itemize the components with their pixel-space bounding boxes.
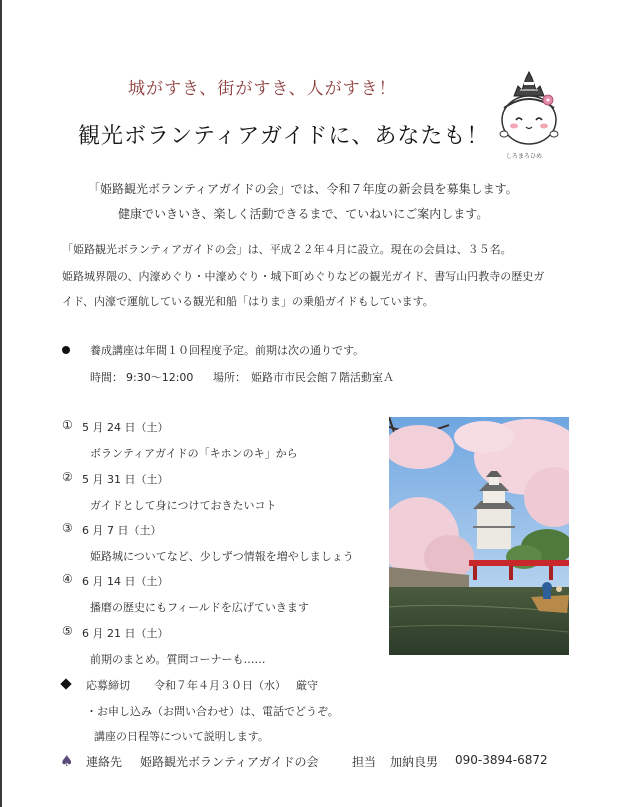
session-date: 6 月 14 日（土） — [82, 575, 169, 588]
session-number: ③ — [62, 521, 73, 535]
contact-name: 加納良男 — [390, 755, 439, 769]
time-label: 時間： — [90, 371, 123, 384]
place-value: 姫路市市民会館７階活動室Ａ — [251, 371, 394, 384]
about-line-3: イド、内濠で運航している観光和船「はりま」の乗船ガイドもしています。 — [62, 295, 434, 308]
session-date: 5 月 24 日（土） — [82, 421, 169, 434]
session-description: ガイドとして身につけておきたいコト — [90, 499, 277, 512]
apply-line-2: 講座の日程等について説明します。 — [94, 730, 269, 743]
mascot-illustration — [492, 68, 566, 152]
session-description: 前期のまとめ。質問コーナーも…… — [90, 653, 266, 666]
about-line-2: 姫路城界隈の、内濠めぐり・中濠めぐり・城下町めぐりなどの観光ガイド、書写山円教寺の歴史ガ — [62, 270, 545, 283]
intro-line-1: 「姫路観光ボランティアガイドの会」では、令和７年度の新会員を募集します。 — [88, 182, 518, 196]
deadline-label: 応募締切 — [86, 679, 130, 692]
deadline-date: 令和７年４月３０日（水） — [154, 679, 286, 692]
filled-circle-icon — [62, 346, 70, 354]
tagline: 城がすき、街がすき、人がすき！ — [128, 79, 397, 99]
session-date: 6 月 7 日（土） — [82, 524, 162, 537]
session-number: ① — [62, 418, 73, 432]
diamond-icon — [60, 678, 71, 689]
session-date: 5 月 31 日（土） — [82, 473, 169, 486]
page-left-border — [0, 0, 2, 807]
session-number: ② — [62, 470, 73, 484]
session-description: 播磨の歴史にもフィールドを広げていきます — [90, 601, 309, 614]
intro-line-2: 健康でいきいき、楽しく活動できるまで、ていねいにご案内します。 — [118, 207, 489, 221]
session-date: 6 月 21 日（土） — [82, 627, 169, 640]
time-value: 9:30～12:00 — [126, 371, 194, 384]
spade-icon: ♠ — [60, 752, 74, 770]
session-number: ⑤ — [62, 624, 73, 638]
course-info: 養成講座は年間１０回程度予定。前期は次の通りです。 — [90, 344, 365, 357]
session-description: ボランティアガイドの「キホンのキ」から — [90, 447, 298, 460]
contact-organization: 姫路観光ボランティアガイドの会 — [140, 755, 319, 769]
headline: 観光ボランティアガイドに、あなたも！ — [78, 124, 490, 149]
session-description: 姫路城についてなど、少しずつ情報を増やしましょう — [90, 550, 354, 563]
contact-role: 担当 — [352, 755, 377, 769]
contact-label: 連絡先 — [86, 755, 123, 769]
mascot-caption: しろまろひめ — [506, 153, 543, 160]
deadline-strict: 厳守 — [296, 679, 318, 692]
about-line-1: 「姫路観光ボランティアガイドの会」は、平成２２年４月に設立。現在の会員は、３５名。 — [62, 243, 512, 256]
castle-photo — [389, 417, 569, 655]
place-label: 場所： — [213, 371, 246, 384]
apply-line-1: ・お申し込み（お問い合わせ）は、電話でどうぞ。 — [86, 705, 339, 718]
contact-phone: 090-3894-6872 — [455, 753, 548, 767]
session-number: ④ — [62, 572, 73, 586]
